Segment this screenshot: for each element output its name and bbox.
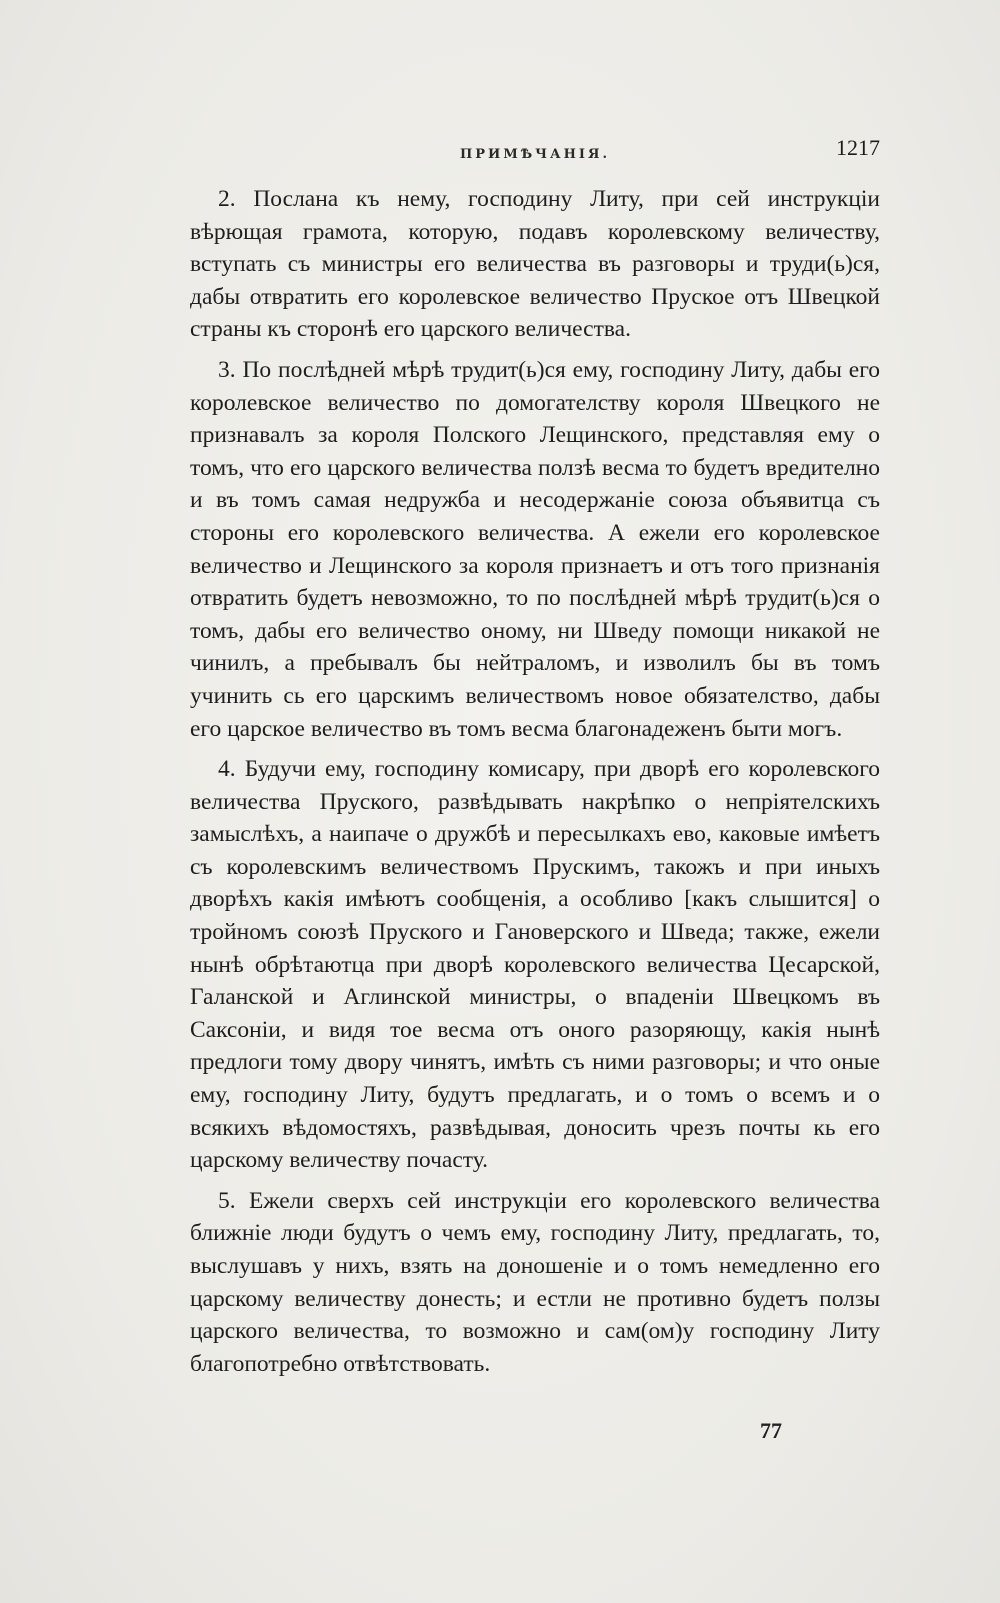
paragraph-2: 2. Послана къ нему, господину Литу, при сей инструкціи вѣрющая грамота, которую, подавъ королевскому величеству, вступать съ министры его величества въ разговоры и труди(ь)ся, дабы отвратить его королевское величество Пруское отъ Швецкой страны къ сторонѣ его царского величества. bbox=[190, 186, 880, 343]
signature-mark: 77 bbox=[760, 1418, 782, 1443]
paragraph-5: 5. Ежели сверхъ сей инструкціи его королевского величества ближніе люди будутъ о чемъ ему, господину Литу, предлагать, то, выслушавъ у нихъ, взять на доношеніе и о томъ немедленно его царскому величеству донесть; и естли не противно будетъ ползы царского величества, то возможно и сам(ом)у господину Литу благопотребно отвѣтствовать. bbox=[190, 1187, 880, 1377]
running-title: ПРИМѢЧАНІЯ. bbox=[460, 147, 610, 162]
page-body bbox=[190, 183, 880, 1388]
paragraph-3: 3. По послѣдней мѣрѣ трудит(ь)ся ему, господину Литу, дабы его королевское величество по домогателству короля Швецкого не признавалъ за короля Полского Лещинского, представляя ему о томъ, что его царского величества ползѣ весма то будетъ вредително и въ томъ самая недружба и несодержаніе союза объявитца съ стороны его королевского величества. А ежели его королевское величество и Лещинского за короля признаетъ и отъ того признанія отвратить будетъ невозможно, то по послѣдней мѣрѣ трудит(ь)ся о томъ, дабы его величество оному, ни Шведу помощи никакой не чинилъ, а пребывалъ бы нейтраломъ, и изволилъ бы въ томъ учинить сь его царскимъ величествомъ новое обязателство, дабы его царское величество въ томъ весма благонадеженъ быти могъ. bbox=[190, 356, 880, 742]
paragraph-4: 4. Будучи ему, господину комисару, при дворѣ его королевского величества Пруского, развѣдывать накрѣпко о непріятелскихъ замыслѣхъ, а наипаче о дружбѣ и пересылкахъ ево, каковые имѣетъ съ королевскимъ величествомъ Прускимъ, такожъ и при иныхъ дворѣхъ какія имѣютъ сообщенія, а особливо [какъ слышится] о тройномъ союзѣ Пруского и Гановерского и Шведа; также, ежели нынѣ обрѣтаютца при дворѣ королевского величества Цесарской, Галанской и Аглинской министры, о впаденіи Швецкомъ въ Саксоніи, и видя тое весма отъ оного разоряющу, какія нынѣ предлоги тому двору чинятъ, имѣть съ ними разговоры; и что оные ему, господину Литу, будутъ предлагать, и о томъ о всемъ и о всякихъ вѣдомостяхъ, развѣдывая, доносить чрезъ почты кь его царскому величеству почасту. bbox=[190, 756, 880, 1174]
page-number: 1217 bbox=[836, 135, 880, 160]
page-header bbox=[190, 135, 880, 175]
